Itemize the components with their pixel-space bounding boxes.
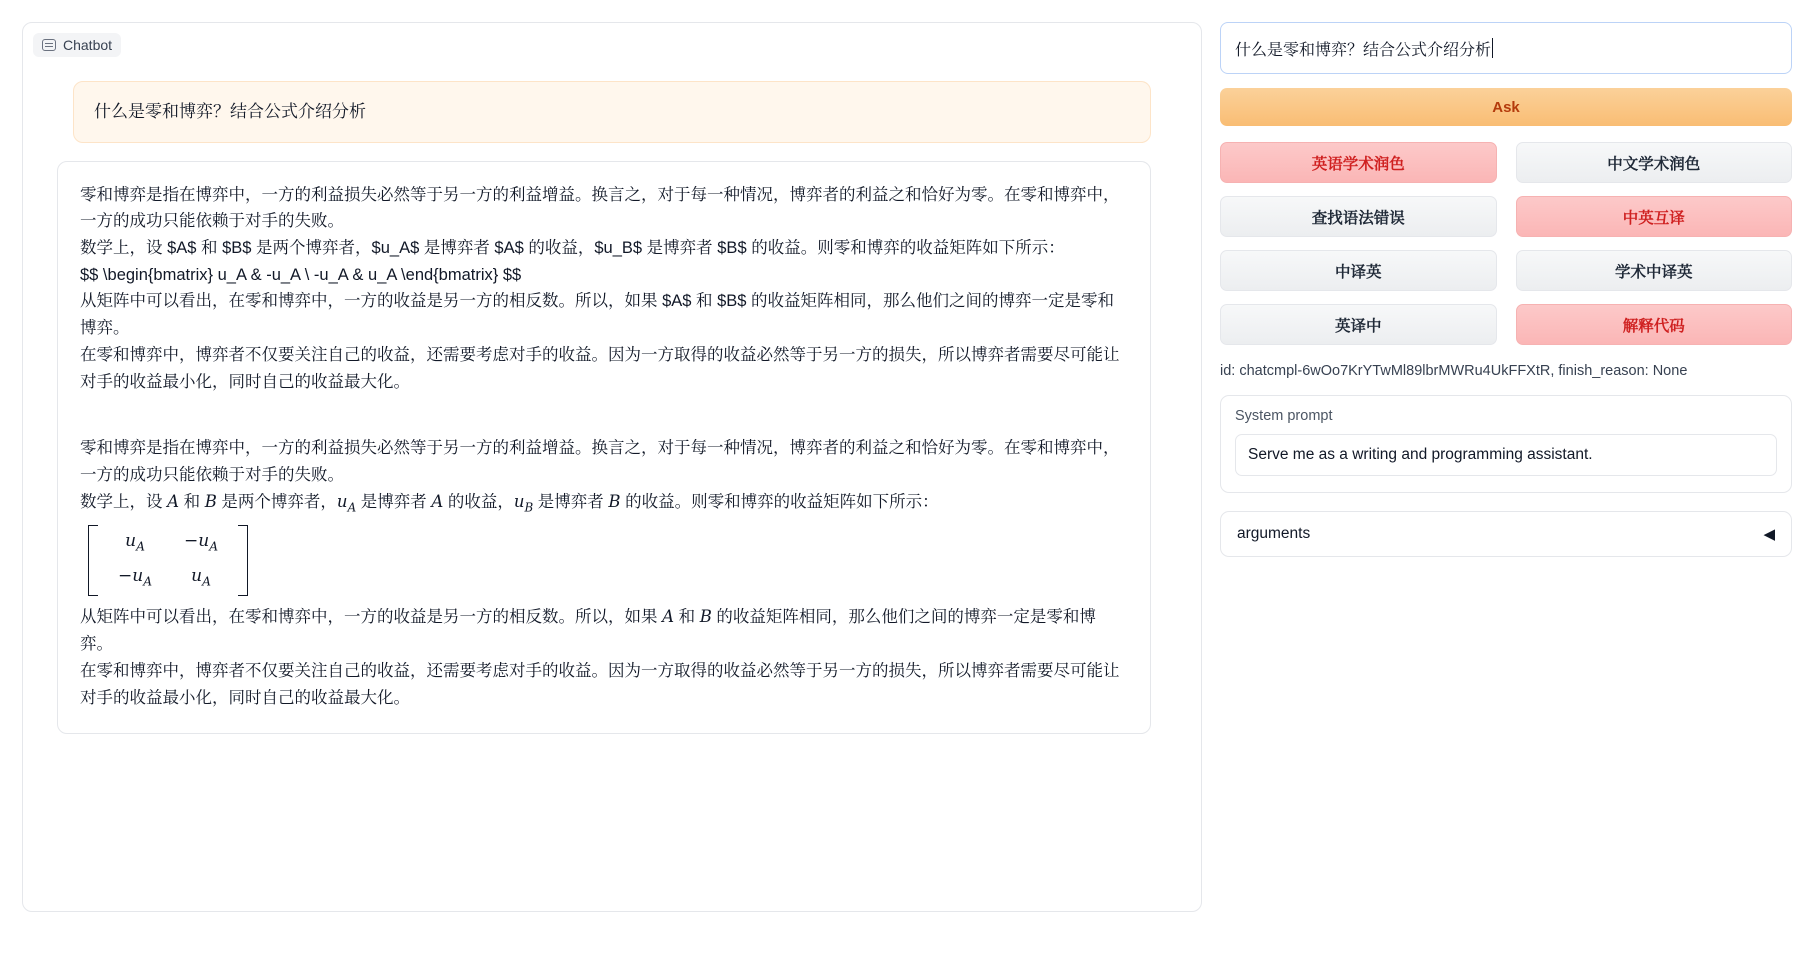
prompt-input[interactable] [1220, 22, 1792, 74]
user-message-bubble [73, 81, 1151, 143]
bot-message-bubble [57, 161, 1151, 735]
user-message-text: 什么是零和博弈？结合公式介绍分析 [94, 102, 366, 121]
matrix-row [102, 525, 234, 560]
math-var-B: B [204, 491, 217, 511]
rendered-paragraph-5: 在零和博弈中，博弈者不仅要关注自己的收益，还需要考虑对手的收益。因为一方取得的收益必然等于另一方的损失，所以博弈者需要尽可能让对手的收益最小化，同时自己的收益最大化。 [80, 661, 1120, 707]
cell-base: u [125, 531, 137, 552]
cell-base: −u [184, 531, 210, 552]
cell-base: −u [118, 566, 144, 587]
raw-paragraph-4: 从矩阵中可以看出，在零和博弈中，一方的收益是另一方的相反数。所以，如果 $A$ 和 $B$ 的收益矩阵相同，那么他们之间的博弈一定是零和博弈。 [80, 292, 1115, 338]
matrix-cell-22 [168, 560, 234, 595]
fn-button-zh-en-translate[interactable]: 中英互译 [1516, 196, 1793, 237]
text-frag: 是博弈者 [356, 492, 432, 511]
fn-button-grammar-check[interactable]: 查找语法错误 [1220, 196, 1497, 237]
matrix-right-bracket [238, 525, 248, 595]
fn-button-en-to-zh[interactable]: 英译中 [1220, 304, 1497, 345]
payoff-matrix [88, 525, 248, 595]
text-frag: 从矩阵中可以看出，在零和博弈中，一方的收益是另一方的相反数。所以，如果 [80, 608, 663, 627]
math-base: u [513, 491, 525, 511]
text-frag: 的收益矩阵相同，那么他们之间的博弈一定是零和博弈。 [80, 608, 1096, 654]
chevron-left-icon: ◀ [1763, 526, 1775, 543]
math-var-uA [336, 491, 357, 514]
matrix-cell-21 [102, 560, 168, 595]
prompt-input-value: 什么是零和博弈？结合公式介绍分析 [1235, 41, 1492, 59]
text-frag: 和 [179, 492, 205, 511]
chatbot-header [33, 33, 121, 57]
fn-button-english-polish[interactable]: 英语学术润色 [1220, 142, 1497, 183]
text-frag: 是博弈者 [533, 492, 609, 511]
raw-paragraph-2: 数学上，设 $A$ 和 $B$ 是两个博弈者，$u_A$ 是博弈者 $A$ 的收益，$u_B$ 是博弈者 $B$ 的收益。则零和博弈的收益矩阵如下所示： [80, 238, 1065, 257]
text-frag: 和 [674, 608, 700, 627]
matrix-left-bracket [88, 525, 98, 595]
matrix-row [102, 560, 234, 595]
message-list [23, 57, 1201, 734]
function-button-grid [1220, 142, 1792, 345]
cell-base: u [191, 566, 203, 587]
math-var-uB [513, 491, 534, 514]
fn-button-academic-zh-to-en[interactable]: 学术中译英 [1516, 250, 1793, 291]
system-prompt-label: System prompt [1235, 408, 1333, 424]
bot-rendered-markdown [80, 435, 1128, 711]
text-frag: 的收益， [443, 492, 514, 511]
raw-paragraph-5: 在零和博弈中，博弈者不仅要关注自己的收益，还需要考虑对手的收益。因为一方取得的收益必然等于另一方的损失，所以博弈者需要尽可能让对手的收益最小化，同时自己的收益最大化。 [80, 345, 1120, 391]
system-prompt-box [1220, 395, 1792, 493]
math-var-B2: B [608, 491, 621, 511]
rendered-paragraph-4 [80, 604, 1128, 657]
ask-button[interactable]: Ask [1220, 88, 1792, 126]
matrix-table [102, 525, 234, 595]
raw-paragraph-1: 零和博弈是指在博弈中，一方的利益损失必然等于另一方的利益增益。换言之，对于每一种情况，博弈者的利益之和恰好为零。在零和博弈中，一方的成功只能依赖于对手的失败。 [80, 185, 1120, 231]
control-panel [1220, 22, 1792, 557]
text-frag: 的收益。则零和博弈的收益矩阵如下所示： [620, 492, 939, 511]
cell-sub: A [202, 574, 211, 589]
fn-button-zh-to-en[interactable]: 中译英 [1220, 250, 1497, 291]
rendered-paragraph-2 [80, 489, 1128, 518]
cell-sub: A [209, 539, 219, 554]
system-prompt-value: Serve me as a writing and programming assistant. [1248, 446, 1593, 463]
math-var-A2: A [431, 491, 444, 511]
cell-sub: A [136, 539, 145, 554]
matrix-cell-11 [102, 525, 168, 560]
chatbot-panel [22, 22, 1202, 912]
math-var-A3: A [662, 607, 675, 627]
math-var-A: A [167, 491, 180, 511]
rendered-paragraph-1: 零和博弈是指在博弈中，一方的利益损失必然等于另一方的利益增益。换言之，对于每一种情况，博弈者的利益之和恰好为零。在零和博弈中，一方的成功只能依赖于对手的失败。 [80, 439, 1120, 484]
math-var-B3: B [699, 607, 712, 627]
arguments-accordion[interactable] [1220, 511, 1792, 557]
matrix-cell-12 [168, 525, 234, 560]
raw-formula-line: $$ \begin{bmatrix} u_A & -u_A \ -u_A & u_A \end{bmatrix} $$ [80, 265, 522, 284]
response-meta: id: chatcmpl-6wOo7KrYTwMl89lbrMWRu4UkFFXtR, finish_reason: None [1220, 363, 1688, 379]
chatbot-label-text: Chatbot [63, 37, 113, 53]
math-base: u [336, 491, 348, 511]
text-frag: 是两个博弈者， [216, 492, 337, 511]
fn-button-chinese-polish[interactable]: 中文学术润色 [1516, 142, 1793, 183]
text-frag: 数学上，设 [80, 492, 168, 511]
fn-button-explain-code[interactable]: 解释代码 [1516, 304, 1793, 345]
text-caret [1492, 38, 1493, 58]
arguments-accordion-title: arguments [1237, 525, 1311, 542]
math-sub: A [347, 499, 357, 514]
chat-icon [42, 39, 56, 51]
bot-raw-markdown [80, 182, 1128, 396]
system-prompt-input[interactable] [1235, 434, 1777, 476]
math-sub: B [524, 499, 534, 514]
cell-sub: A [143, 574, 153, 589]
